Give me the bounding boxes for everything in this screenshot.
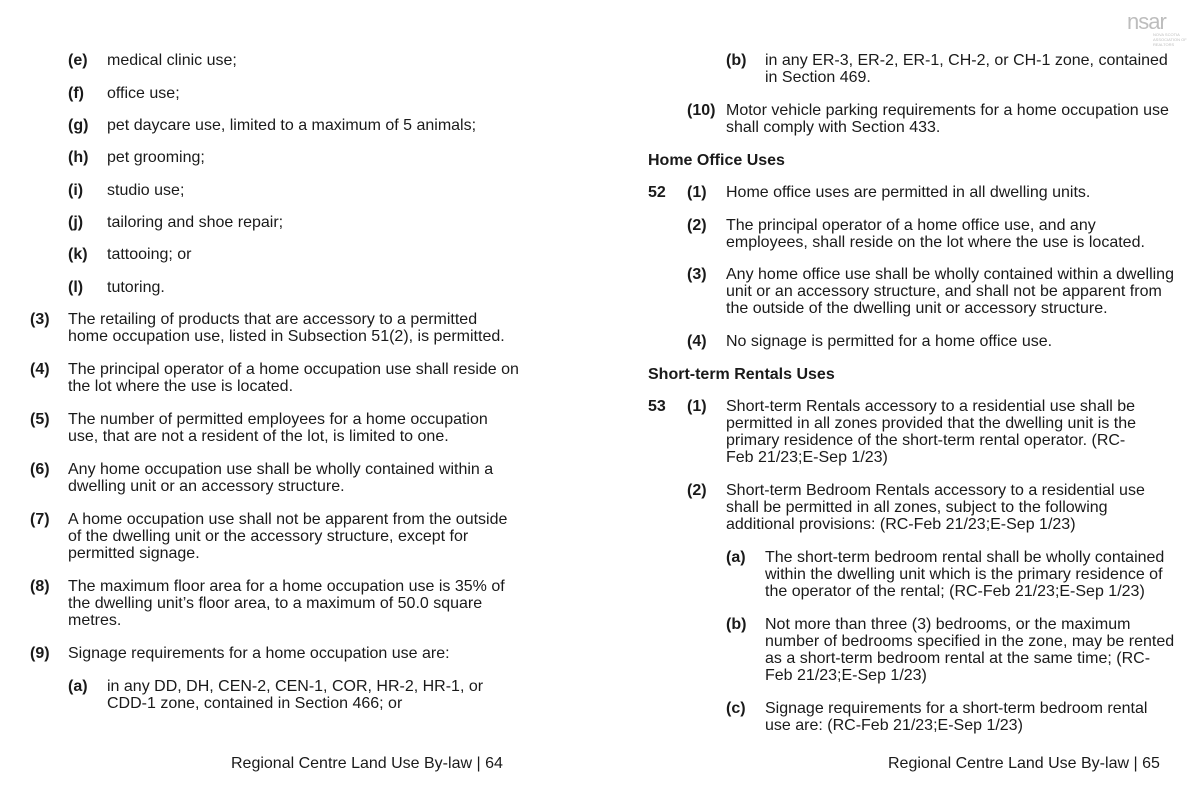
item-label: (8) bbox=[30, 578, 50, 595]
item-label: (b) bbox=[726, 52, 747, 69]
text-line: The principal operator of a home office use, and any bbox=[726, 217, 1096, 234]
right-page bbox=[600, 0, 1200, 793]
logo-wordmark: nsar bbox=[1127, 9, 1166, 34]
text-line: in any ER-3, ER-2, ER-1, CH-2, or CH-1 zone, contained bbox=[765, 52, 1168, 69]
text-line: the dwelling unit’s floor area, to a maximum of 50.0 square bbox=[68, 595, 483, 612]
item-label: (2) bbox=[687, 217, 707, 234]
item-text bbox=[68, 411, 488, 445]
text-line: permitted signage. bbox=[68, 545, 200, 562]
item-text bbox=[765, 52, 1168, 86]
item-label: (2) bbox=[687, 482, 707, 499]
item-label: (10) bbox=[687, 102, 716, 119]
section-heading-home-office: Home Office Uses bbox=[648, 152, 785, 169]
text-line: metres. bbox=[68, 612, 122, 629]
item-label: (9) bbox=[30, 645, 50, 662]
item-label: (b) bbox=[726, 616, 747, 633]
item-text bbox=[726, 184, 1090, 201]
item-text bbox=[765, 616, 1174, 684]
logo-subtext: NOVA SCOTIA ASSOCIATION OF REALTORS bbox=[1153, 32, 1187, 47]
text-line: of the dwelling unit or the accessory structure, except for bbox=[68, 528, 469, 545]
text-line: in Section 469. bbox=[765, 69, 871, 86]
text-line: the outside of the dwelling unit or accessory structure. bbox=[726, 300, 1108, 317]
item-text bbox=[726, 398, 1136, 466]
text-line: use are: (RC-Feb 21/23;E-Sep 1/23) bbox=[765, 717, 1023, 734]
item-text bbox=[68, 361, 519, 395]
text-line: number of bedrooms specified in the zone, may be rented bbox=[765, 633, 1175, 650]
item-text bbox=[726, 102, 1169, 136]
text-line: permitted in all zones provided that the dwelling unit is the bbox=[726, 415, 1137, 432]
item-label: (1) bbox=[687, 398, 707, 415]
section-heading-short-term: Short-term Rentals Uses bbox=[648, 366, 835, 383]
item-label: (h) bbox=[68, 149, 89, 166]
item-text bbox=[726, 482, 1145, 533]
text-line: Short-term Bedroom Rentals accessory to a residential use bbox=[726, 482, 1145, 499]
item-text bbox=[765, 549, 1164, 600]
item-text bbox=[726, 266, 1174, 317]
page-footer: Regional Centre Land Use By-law | 64 bbox=[231, 755, 503, 772]
item-label: (4) bbox=[687, 333, 707, 350]
item-label: (k) bbox=[68, 246, 88, 263]
text-line: in any DD, DH, CEN-2, CEN-1, COR, HR-2, HR-1, or bbox=[107, 678, 484, 695]
item-label: (f) bbox=[68, 85, 84, 102]
item-label: (l) bbox=[68, 279, 84, 296]
item-text bbox=[68, 578, 505, 629]
text-line: Feb 21/23;E-Sep 1/23) bbox=[726, 449, 888, 466]
text-line: The number of permitted employees for a home occupation bbox=[68, 411, 488, 428]
item-label: (i) bbox=[68, 182, 84, 199]
item-text bbox=[68, 311, 505, 345]
section-number: 53 bbox=[648, 398, 666, 415]
item-label: (a) bbox=[726, 549, 746, 566]
item-label: (e) bbox=[68, 52, 88, 69]
text-line: the lot where the use is located. bbox=[68, 378, 294, 395]
item-label: (5) bbox=[30, 411, 50, 428]
item-text bbox=[765, 700, 1147, 734]
text-line: The retailing of products that are accessory to a permitted bbox=[68, 311, 478, 328]
text-line: Any home occupation use shall be wholly contained within a bbox=[68, 461, 494, 478]
item-label: (4) bbox=[30, 361, 50, 378]
text-line: Short-term Rentals accessory to a residential use shall be bbox=[726, 398, 1136, 415]
item-label: (3) bbox=[687, 266, 707, 283]
item-label: (c) bbox=[726, 700, 746, 717]
text-line: dwelling unit or an accessory structure. bbox=[68, 478, 345, 495]
item-text bbox=[726, 217, 1145, 251]
text-line: The principal operator of a home occupation use shall reside on bbox=[68, 361, 519, 378]
item-text: pet grooming; bbox=[107, 149, 205, 166]
text-line: Feb 21/23;E-Sep 1/23) bbox=[765, 667, 927, 684]
item-text bbox=[68, 461, 493, 495]
item-text: office use; bbox=[107, 85, 180, 102]
text-line: Any home office use shall be wholly contained within a dwelling bbox=[726, 266, 1174, 283]
item-label: (7) bbox=[30, 511, 50, 528]
item-text: tailoring and shoe repair; bbox=[107, 214, 284, 231]
section-number: 52 bbox=[648, 184, 666, 201]
text-line: No signage is permitted for a home office use. bbox=[726, 333, 1053, 350]
text-line: home occupation use, listed in Subsection 51(2), is permitted. bbox=[68, 328, 505, 345]
item-label: (g) bbox=[68, 117, 89, 134]
item-label: (1) bbox=[687, 184, 707, 201]
text-line: shall comply with Section 433. bbox=[726, 119, 941, 136]
item-label: (6) bbox=[30, 461, 50, 478]
text-line: Motor vehicle parking requirements for a home occupation use bbox=[726, 102, 1169, 119]
item-label: (j) bbox=[68, 214, 84, 231]
item-text: tattooing; or bbox=[107, 246, 192, 263]
text-line: primary residence of the short-term rental operator. (RC- bbox=[726, 432, 1126, 449]
item-text bbox=[726, 333, 1052, 350]
page-footer: Regional Centre Land Use By-law | 65 bbox=[888, 755, 1160, 772]
text-line: The maximum floor area for a home occupation use is 35% of bbox=[68, 578, 505, 595]
text-line: Signage requirements for a short-term bedroom rental bbox=[765, 700, 1148, 717]
item-text bbox=[107, 678, 483, 712]
text-line: A home occupation use shall not be apparent from the outside bbox=[68, 511, 508, 528]
item-label: (a) bbox=[68, 678, 88, 695]
text-line: within the dwelling unit which is the primary residence of bbox=[765, 566, 1163, 583]
item-text: pet daycare use, limited to a maximum of 5 animals; bbox=[107, 117, 477, 134]
text-line: as a short-term bedroom rental at the same time; (RC- bbox=[765, 650, 1151, 667]
text-line: shall be permitted in all zones, subject to the following bbox=[726, 499, 1108, 516]
item-text: Signage requirements for a home occupation use are: bbox=[68, 645, 450, 662]
text-line: Not more than three (3) bedrooms, or the maximum bbox=[765, 616, 1131, 633]
item-text bbox=[68, 511, 507, 562]
text-line: additional provisions: (RC-Feb 21/23;E-Sep 1/23) bbox=[726, 516, 1076, 533]
text-line: use, that are not a resident of the lot, is limited to one. bbox=[68, 428, 449, 445]
text-line: employees, shall reside on the lot where the use is located. bbox=[726, 234, 1145, 251]
text-line: CDD-1 zone, contained in Section 466; or bbox=[107, 695, 403, 712]
text-line: unit or an accessory structure, and shall not be apparent from bbox=[726, 283, 1162, 300]
item-label: (3) bbox=[30, 311, 50, 328]
item-text: tutoring. bbox=[107, 279, 165, 296]
text-line: Home office uses are permitted in all dwelling units. bbox=[726, 184, 1091, 201]
item-text: studio use; bbox=[107, 182, 185, 199]
text-line: The short-term bedroom rental shall be wholly contained bbox=[765, 549, 1165, 566]
item-text: medical clinic use; bbox=[107, 52, 237, 69]
text-line: the operator of the rental; (RC-Feb 21/23;E-Sep 1/23) bbox=[765, 583, 1145, 600]
